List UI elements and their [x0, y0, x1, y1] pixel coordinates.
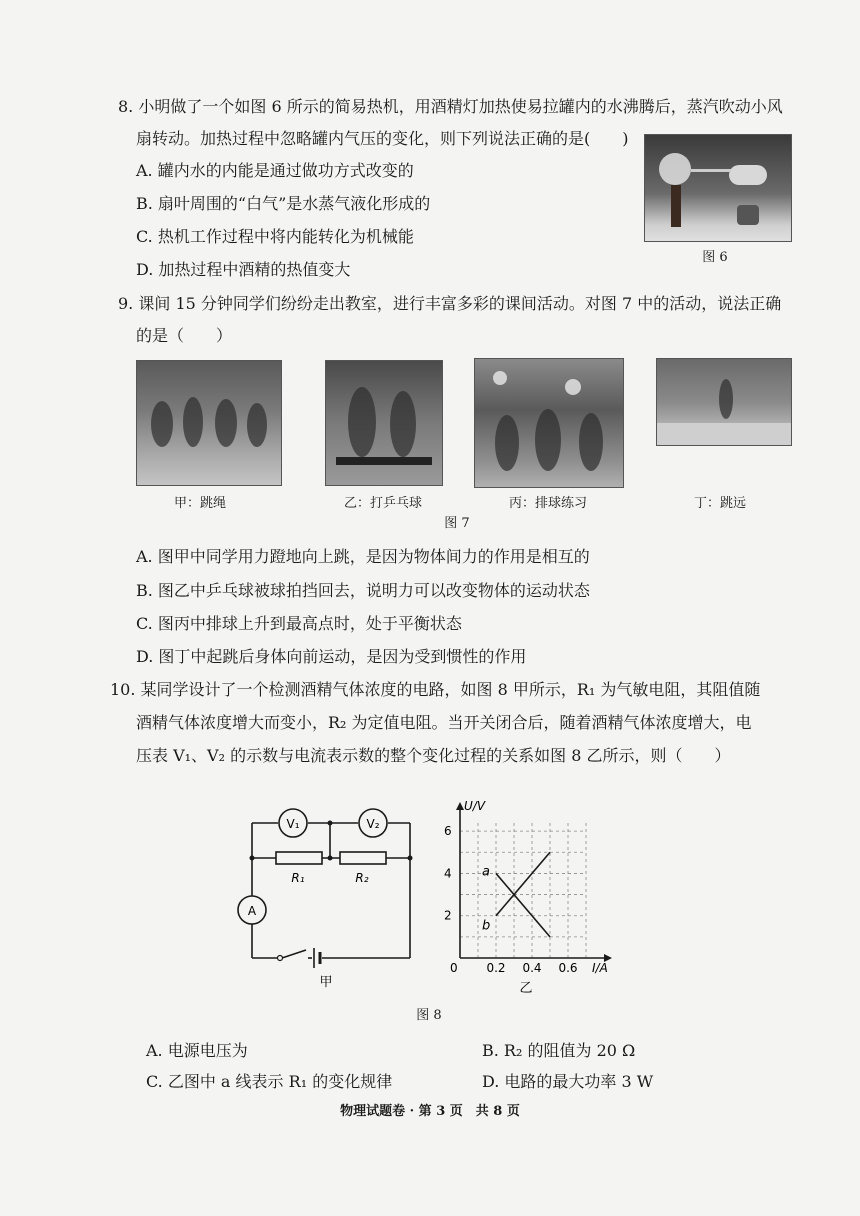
x-tick-label: 0.6 — [558, 961, 578, 975]
circuit-caption: 甲 — [319, 975, 333, 990]
voltmeter-v1-icon — [279, 809, 307, 837]
photo-jump-rope-caption: 甲：跳绳 — [173, 496, 226, 511]
voltmeter-v2-icon — [359, 809, 387, 837]
q9-option-a: A. 图甲中同学用力蹬地向上跳，是因为物体间力的作用是相互的 — [136, 547, 590, 566]
page-footer: 物理试题卷 · 第 3 页 共 8 页 — [340, 1104, 520, 1119]
photo-volleyball-caption: 丙：排球练习 — [508, 496, 587, 511]
resistor-r2-label: R₂ — [355, 871, 369, 885]
figure-7-caption: 图 7 — [444, 516, 470, 531]
fan-icon — [659, 153, 691, 185]
line-b-label: b — [482, 918, 491, 934]
photo-ping-pong — [325, 360, 443, 486]
y-axis-arrow-icon — [456, 802, 464, 810]
q8-option-b: B. 扇叶周围的“白气”是水蒸气液化形成的 — [136, 194, 431, 213]
q9-stem-line2: 的是（ ） — [136, 326, 233, 345]
graph-caption: 乙 — [519, 981, 533, 996]
x-tick-label: 0.2 — [486, 961, 506, 975]
x-axis-label: I/A — [592, 961, 608, 975]
q9-option-c: C. 图丙中排球上升到最高点时，处于平衡状态 — [136, 614, 462, 633]
q8-option-d: D. 加热过程中酒精的热值变大 — [136, 260, 351, 279]
origin-label: 0 — [450, 961, 458, 975]
y-tick-label: 2 — [444, 908, 452, 923]
y-tick-label: 4 — [444, 866, 452, 881]
voltmeter-v1-label: V₁ — [286, 817, 300, 831]
q8-stem-line2: 扇转动。加热过程中忽略罐内气压的变化，则下列说法正确的是( ) — [136, 129, 629, 148]
q9-option-b: B. 图乙中乒乓球被球拍挡回去，说明力可以改变物体的运动状态 — [136, 581, 590, 600]
photo-jump-rope — [136, 360, 282, 486]
ping-pong-table — [336, 457, 432, 465]
figure-8-caption: 图 8 — [416, 1008, 442, 1023]
photo-volleyball — [474, 358, 624, 488]
voltmeter-v2-label: V₂ — [366, 817, 380, 831]
photo-long-jump — [656, 358, 792, 446]
q8-option-a: A. 罐内水的内能是通过做功方式改变的 — [136, 161, 414, 180]
q9-option-d: D. 图丁中起跳后身体向前运动，是因为受到惯性的作用 — [136, 647, 527, 666]
switch-icon — [278, 956, 283, 961]
photo-long-jump-caption: 丁：跳远 — [693, 496, 746, 511]
battery-icon — [314, 948, 320, 968]
q10-option-a: A. 电源电压为 — [146, 1041, 248, 1060]
figure-6-caption: 图 6 — [702, 250, 728, 265]
q9-stem-line1: 9. 课间 15 分钟同学们纷纷走出教室，进行丰富多彩的课间活动。对图 7 中的活动，说法正确 — [118, 294, 782, 313]
ammeter-label: A — [247, 904, 257, 918]
y-axis-label: U/V — [464, 799, 486, 813]
ammeter-icon — [238, 896, 266, 924]
figure-6-heat-engine-photo — [644, 134, 792, 242]
figure-8-graph — [440, 796, 620, 996]
x-tick-label: 0.4 — [522, 961, 542, 975]
q10-stem-line3: 压表 V₁、V₂ 的示数与电流表示数的整个变化过程的关系如图 8 乙所示，则（ ） — [136, 746, 731, 765]
q8-stem-line1: 8. 小明做了一个如图 6 所示的简易热机，用酒精灯加热使易拉罐内的水沸腾后，蒸汽吹动小风 — [118, 97, 783, 116]
y-tick-label: 6 — [444, 824, 452, 839]
q10-stem-line2: 酒精气体浓度增大而变小，R₂ 为定值电阻。当开关闭合后，随着酒精气体浓度增大，电 — [136, 713, 752, 732]
q10-option-d: D. 电路的最大功率 3 W — [482, 1072, 654, 1091]
line-a-label: a — [482, 864, 490, 880]
q10-option-c: C. 乙图中 a 线表示 R₁ 的变化规律 — [146, 1072, 393, 1091]
alcohol-lamp-icon — [737, 205, 759, 225]
photo-ping-pong-caption: 乙：打乒乓球 — [343, 496, 422, 511]
q8-option-c: C. 热机工作过程中将内能转化为机械能 — [136, 227, 414, 246]
figure-8-circuit-diagram — [230, 800, 430, 990]
resistor-r1-icon — [276, 852, 322, 864]
q10-stem-line1: 10. 某同学设计了一个检测酒精气体浓度的电路，如图 8 甲所示，R₁ 为气敏电阻，其阻值随 — [110, 680, 761, 699]
resistor-r2-icon — [340, 852, 386, 864]
can-icon — [729, 165, 767, 185]
q10-option-b: B. R₂ 的阻值为 20 Ω — [482, 1041, 636, 1060]
resistor-r1-label: R₁ — [291, 871, 305, 885]
